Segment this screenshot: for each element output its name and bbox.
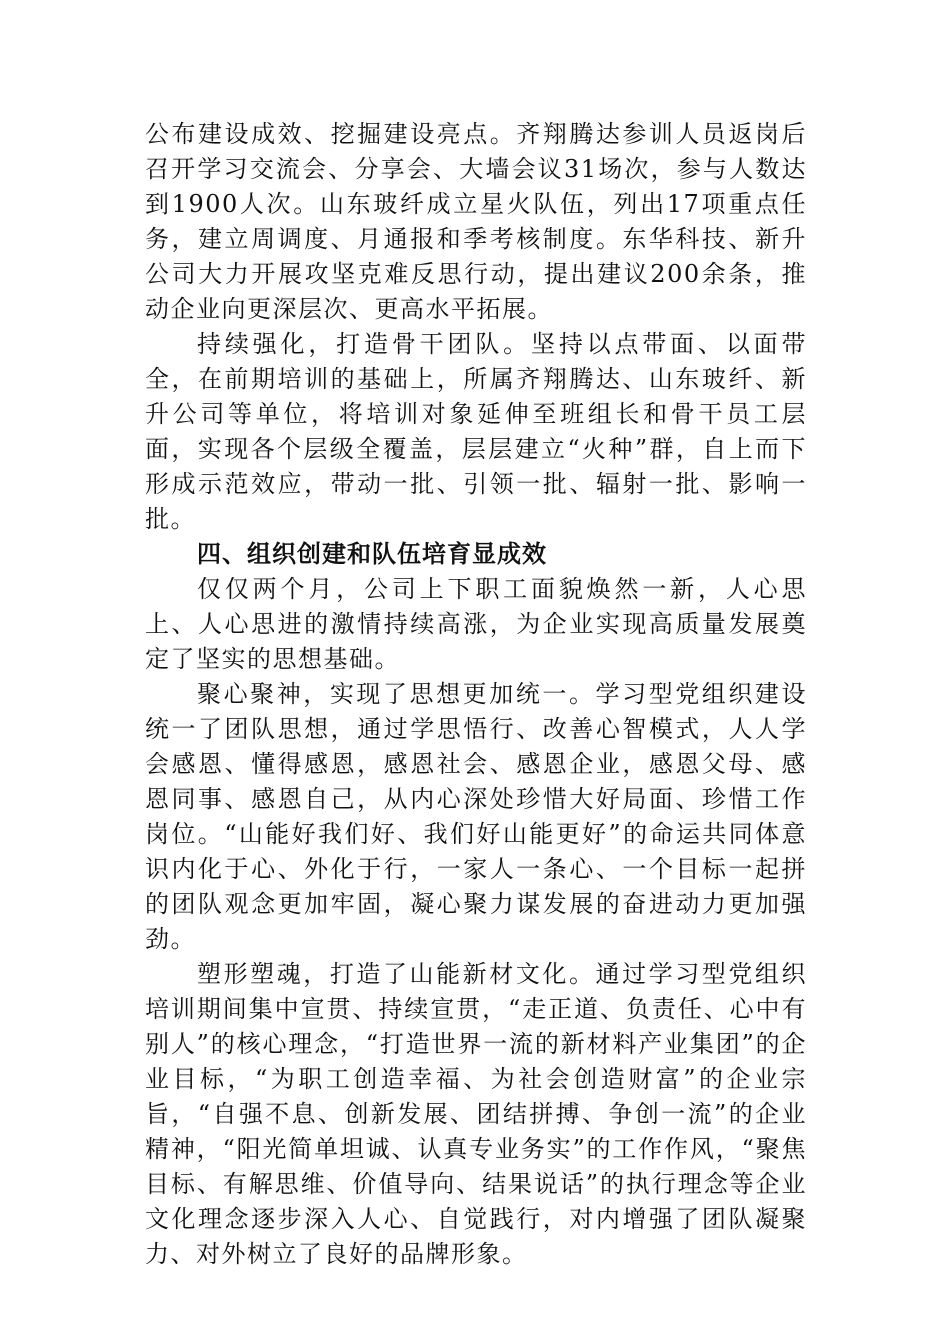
paragraph-culture: 塑形塑魂，打造了山能新材文化。通过学习型党组织培训期间集中宣贯、持续宣贯，“走正道、负责任、心中有别人”的核心理念，“打造世界一流的新材料产业集团”的企业目标，“为职工创造幸福、为社会创造财富”的企业宗旨，“自强不息、创新发展、团结拼搏、争创一流”的企业精神，“阳光简单坦诚、认真专业务实”的工作作风，“聚焦目标、有解思维、价值导向、结果说话”的执行理念等企业文化理念逐步深入人心、自觉践行，对内增强了团队凝聚力、对外树立了良好的品牌形象。 bbox=[145, 960, 807, 1268]
paragraph-backbone-team: 持续强化，打造骨干团队。坚持以点带面、以面带全，在前期培训的基础上，所属齐翔腾达、山东玻纤、新升公司等单位，将培训对象延伸至班组长和骨干员工层面，实现各个层级全覆盖，层层建立“火种”群，自上而下形成示范效应，带动一批、引领一批、辐射一批、影响一批。 bbox=[145, 330, 807, 533]
paragraph-unified-thinking: 聚心聚神，实现了思想更加统一。学习型党组织建设统一了团队思想，通过学思悟行、改善心智模式，人人学会感恩、懂得感恩，感恩社会、感恩企业，感恩父母、感恩同事、感恩自己，从内心深处珍惜大好局面、珍惜工作岗位。“山能好我们好、我们好山能更好”的命运共同体意识内化于心、外化于行，一家人一条心、一个目标一起拼的团队观念更加牢固，凝心聚力谋发展的奋进动力更加强劲。 bbox=[145, 680, 807, 953]
document-body bbox=[145, 117, 807, 1272]
section-heading: 四、组织创建和队伍培育显成效 bbox=[197, 540, 547, 568]
paragraph-achievements: 公布建设成效、挖掘建设亮点。齐翔腾达参训人员返岗后召开学习交流会、分享会、大墙会议31场次，参与人数达到1900人次。山东玻纤成立星火队伍，列出17项重点任务，建立周调度、月通报和季考核制度。东华科技、新升公司大力开展攻坚克难反思行动，提出建议200余条，推动企业向更深层次、更高水平拓展。 bbox=[145, 120, 807, 323]
paragraph-two-months: 仅仅两个月，公司上下职工面貌焕然一新，人心思上、人心思进的激情持续高涨，为企业实现高质量发展奠定了坚实的思想基础。 bbox=[145, 575, 807, 673]
